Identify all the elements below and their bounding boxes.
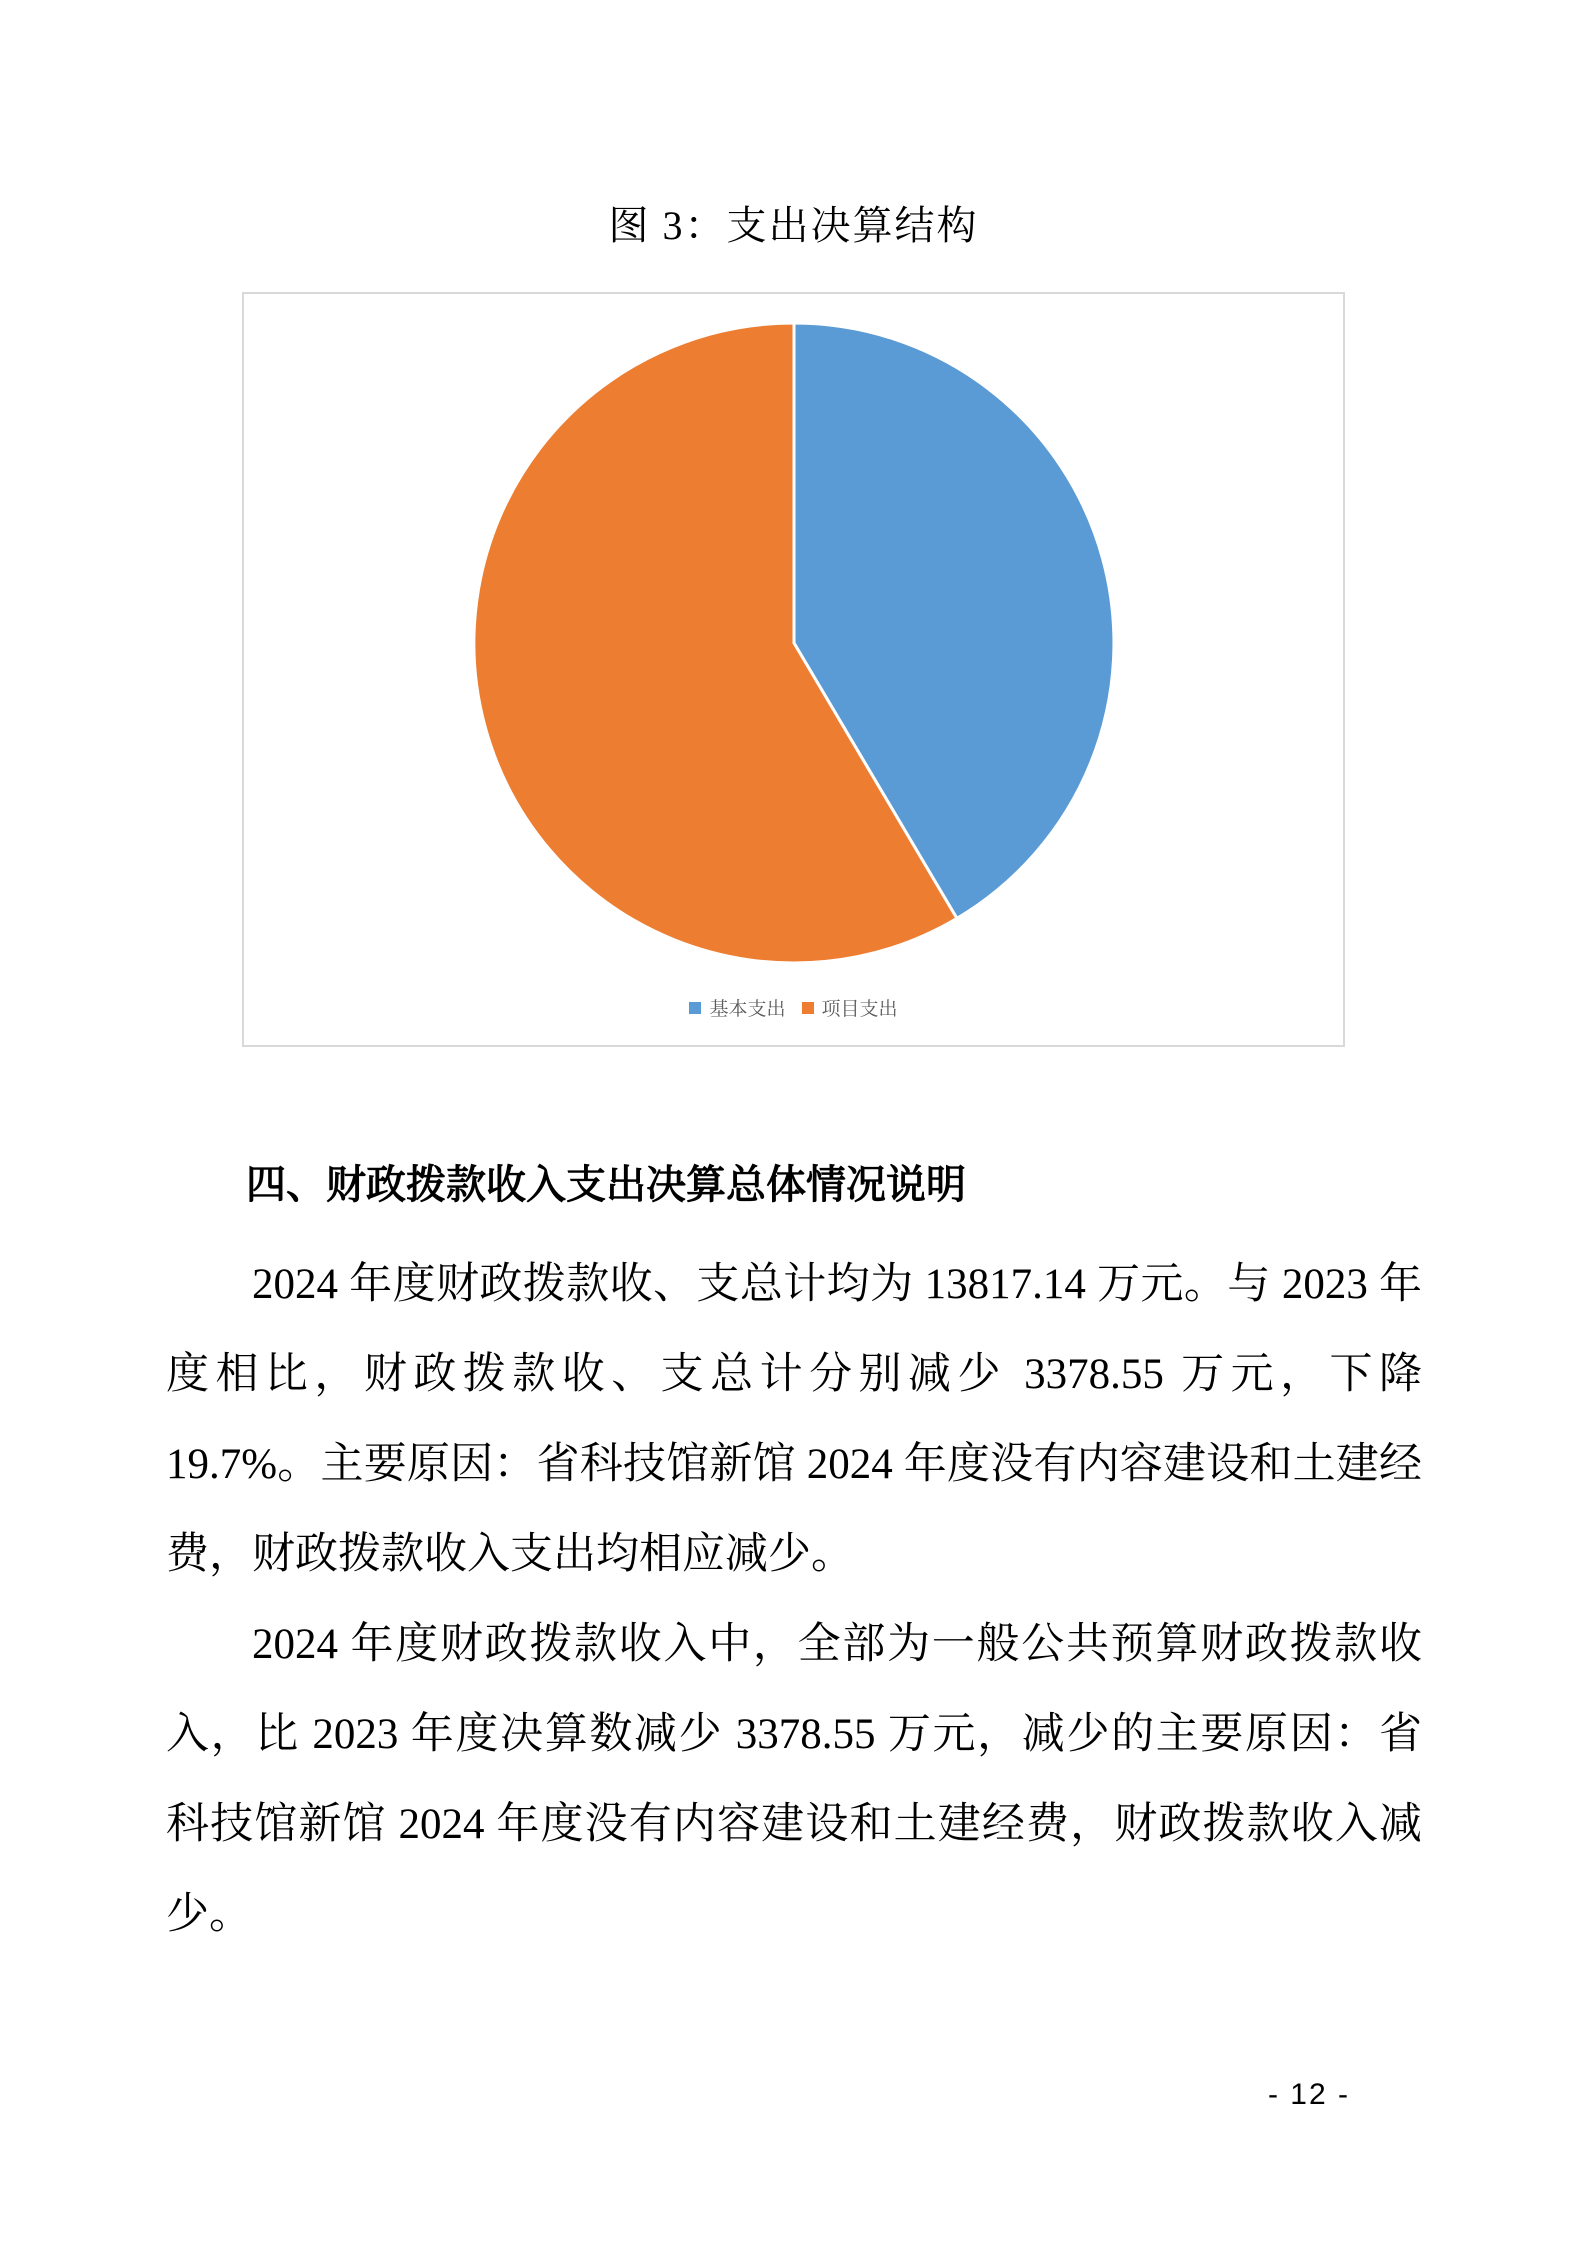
paragraph: 2024 年度财政拨款收入中，全部为一般公共预算财政拨款收入，比 2023 年度决算数减少 3378.55 万元，减少的主要原因：省科技馆新馆 2024 年度没有内容建设和土建经费，财政拨款收入减少。: [166, 1621, 1422, 1938]
legend-swatch: [802, 1002, 814, 1014]
body-text: [166, 1240, 1422, 1960]
legend-item: [802, 994, 898, 1021]
pie-chart-frame: [242, 292, 1345, 1047]
page-number: - 12 -: [1267, 2078, 1350, 2111]
legend-swatch: [689, 1002, 701, 1014]
paragraph: 2024 年度财政拨款收、支总计均为 13817.14 万元。与 2023 年度相比，财政拨款收、支总计分别减少 3378.55 万元，下降 19.7%。主要原因：省科技馆新馆 2024 年度没有内容建设和土建经费，财政拨款收入支出均相应减少。: [166, 1261, 1422, 1578]
chart-legend: [244, 994, 1343, 1021]
pie-chart-svg: [244, 294, 1343, 1045]
legend-label: 项目支出: [821, 999, 898, 1020]
section-heading: 四、财政拨款收入支出决算总体情况说明: [246, 1163, 966, 1207]
legend-label: 基本支出: [709, 999, 786, 1020]
figure-title: 图 3：支出决算结构: [608, 203, 979, 248]
legend-item: [689, 994, 785, 1021]
